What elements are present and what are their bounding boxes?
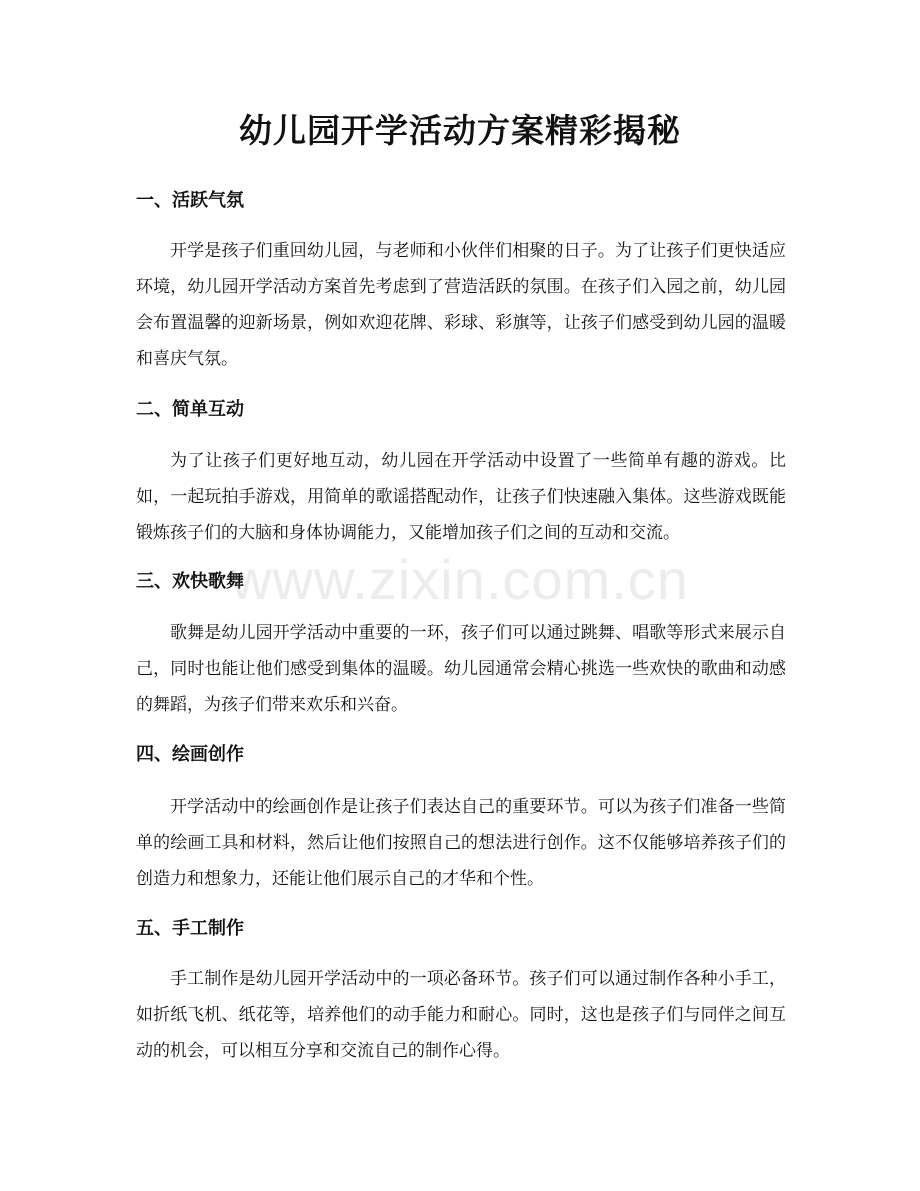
section-heading-1: 一、活跃气氛 — [136, 190, 244, 211]
section-heading-2: 二、简单互动 — [136, 399, 244, 420]
section-heading-3: 三、欢快歌舞 — [136, 571, 244, 592]
section-heading-5: 五、手工制作 — [136, 918, 244, 939]
section-paragraph-2: 为了让孩子们更好地互动，幼儿园在开学活动中设置了一些简单有趣的游戏。比如，一起玩拍手游戏，用简单的歌谣搭配动作，让孩子们快速融入集体。这些游戏既能锻炼孩子们的大脑和身体协调能力，又能增加孩子们之间的互动和交流。 — [136, 451, 786, 543]
section-paragraph-3: 歌舞是幼儿园开学活动中重要的一环，孩子们可以通过跳舞、唱歌等形式来展示自己，同时也能让他们感受到集体的温暖。幼儿园通常会精心挑选一些欢快的歌曲和动感的舞蹈，为孩子们带来欢乐和兴奋。 — [136, 623, 786, 715]
section-paragraph-1: 开学是孩子们重回幼儿园，与老师和小伙伴们相聚的日子。为了让孩子们更快适应环境，幼儿园开学活动方案首先考虑到了营造活跃的氛围。在孩子们入园之前，幼儿园会布置温馨的迎新场景，例如欢迎花牌、彩球、彩旗等，让孩子们感受到幼儿园的温暖和喜庆气氛。 — [136, 241, 786, 369]
document-title: 幼儿园开学活动方案精彩揭秘 — [239, 111, 681, 150]
section-paragraph-4: 开学活动中的绘画创作是让孩子们表达自己的重要环节。可以为孩子们准备一些简单的绘画工具和材料，然后让他们按照自己的想法进行创作。这不仅能够培养孩子们的创造力和想象力，还能让他们展示自己的才华和个性。 — [136, 797, 786, 889]
watermark: www.zixin.com.cn — [231, 548, 689, 611]
section-paragraph-5: 手工制作是幼儿园开学活动中的一项必备环节。孩子们可以通过制作各种小手工，如折纸飞机、纸花等，培养他们的动手能力和耐心。同时，这也是孩子们与同伴之间互动的机会，可以相互分享和交流自己的制作心得。 — [136, 969, 786, 1061]
section-heading-4: 四、绘画创作 — [136, 744, 244, 765]
